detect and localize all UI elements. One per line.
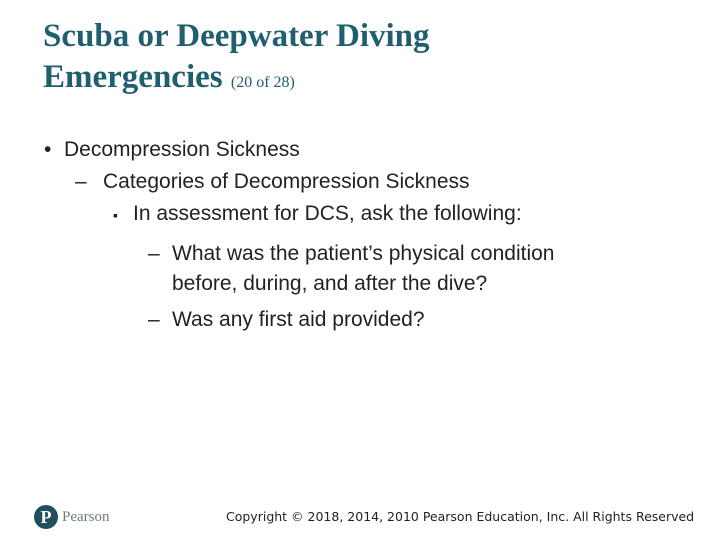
bullet-marker: ▪ <box>113 207 118 223</box>
bullet-text: before, during, and after the dive? <box>172 272 488 295</box>
bullet-text: Decompression Sickness <box>64 138 300 161</box>
slide-title <box>43 16 683 103</box>
copyright-notice: Copyright © 2018, 2014, 2010 Pearson Education, Inc. All Rights Reserved <box>226 509 695 524</box>
bullet-marker: – <box>148 308 160 331</box>
bullet-marker: – <box>148 242 160 265</box>
logo-letter: P <box>40 507 52 527</box>
bullet-marker: – <box>75 170 87 193</box>
slide-counter: (20 of 28) <box>230 74 295 91</box>
bullet-level-3 <box>113 198 522 231</box>
title-line-2 <box>43 57 683 103</box>
pearson-logo <box>34 505 110 529</box>
pearson-p-icon <box>34 505 58 529</box>
bullet-level-4 <box>148 304 425 335</box>
bullet-level-2 <box>75 166 470 197</box>
bullet-marker: • <box>44 138 52 161</box>
bullet-continuation <box>172 268 487 299</box>
bullet-text: In assessment for DCS, ask the following: <box>133 202 522 225</box>
title-main-text: Emergencies <box>43 59 223 95</box>
title-line-1: Scuba or Deepwater Diving <box>43 18 430 54</box>
bullet-level-1 <box>44 134 300 165</box>
bullet-text: Categories of Decompression Sickness <box>103 170 470 193</box>
bullet-text: What was the patient’s physical condition <box>172 242 555 265</box>
logo-wordmark: Pearson <box>62 508 110 525</box>
bullet-level-4 <box>148 238 555 269</box>
bullet-text: Was any first aid provided? <box>172 308 425 331</box>
